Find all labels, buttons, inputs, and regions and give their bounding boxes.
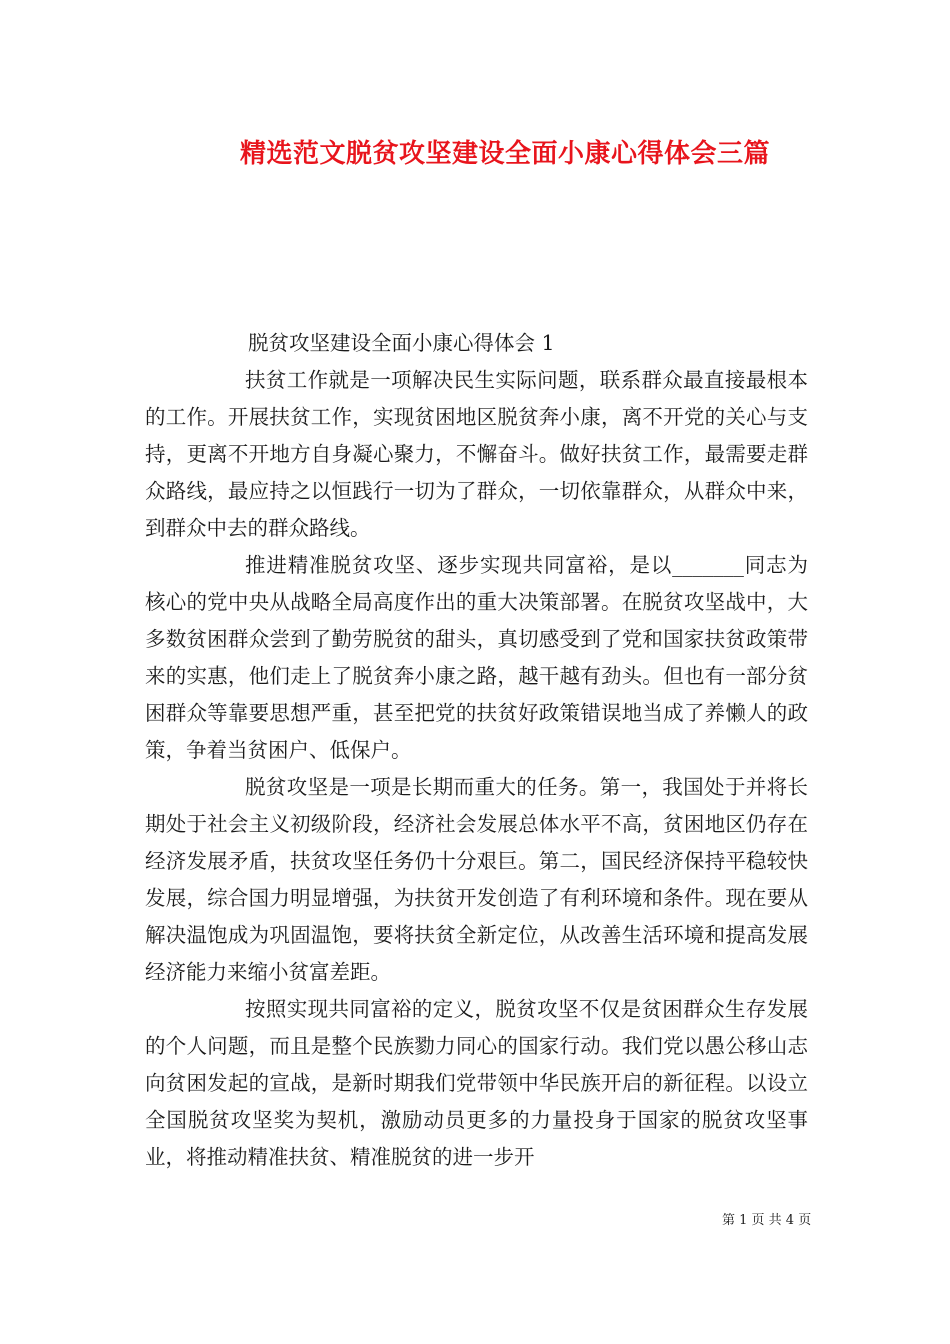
paragraph: 脱贫攻坚是一项是长期而重大的任务。第一，我国处于并将长期处于社会主义初级阶段，经济社会发展总体水平不高，贫困地区仍存在经济发展矛盾，扶贫攻坚任务仍十分艰巨。第二，国民经济保持平稳较快发展，综合国力明显增强，为扶贫开发创造了有利环境和条件。现在要从解决温饱成为巩固温饱，要将扶贫全新定位，从改善生活环境和提高发展经济能力来缩小贫富差距。 — [145, 775, 808, 984]
paragraph: 推进精准脱贫攻坚、逐步实现共同富裕，是以_______同志为核心的党中央从战略全局高度作出的重大决策部署。在脱贫攻坚战中，大多数贫困群众尝到了勤劳脱贫的甜头，真切感受到了党和国家扶贫政策带来的实惠，他们走上了脱贫奔小康之路，越干越有劲头。但也有一部分贫困群众等靠要思想严重，甚至把党的扶贫好政策错误地当成了养懒人的政策，争着当贫困户、低保户。 — [145, 553, 808, 762]
page-footer: 第 1 页 共 4 页 — [722, 1213, 812, 1228]
document-body — [145, 362, 808, 1176]
paragraph: 扶贫工作就是一项解决民生实际问题，联系群众最直接最根本的工作。开展扶贫工作，实现贫困地区脱贫奔小康，离不开党的关心与支持，更离不开地方自身凝心聚力，不懈奋斗。做好扶贫工作，最需要走群众路线，最应持之以恒践行一切为了群众，一切依靠群众，从群众中来，到群众中去的群众路线。 — [145, 368, 808, 540]
section-heading: 脱贫攻坚建设全面小康心得体会 1 — [248, 331, 555, 355]
document-title: 精选范文脱贫攻坚建设全面小康心得体会三篇 — [239, 139, 770, 169]
paragraph: 按照实现共同富裕的定义，脱贫攻坚不仅是贫困群众生存发展的个人问题，而且是整个民族勠力同心的国家行动。我们党以愚公移山志向贫困发起的宣战，是新时期我们党带领中华民族开启的新征程。以设立全国脱贫攻坚奖为契机，激励动员更多的力量投身于国家的脱贫攻坚事业，将推动精准扶贫、精准脱贫的进一步开 — [145, 997, 808, 1169]
